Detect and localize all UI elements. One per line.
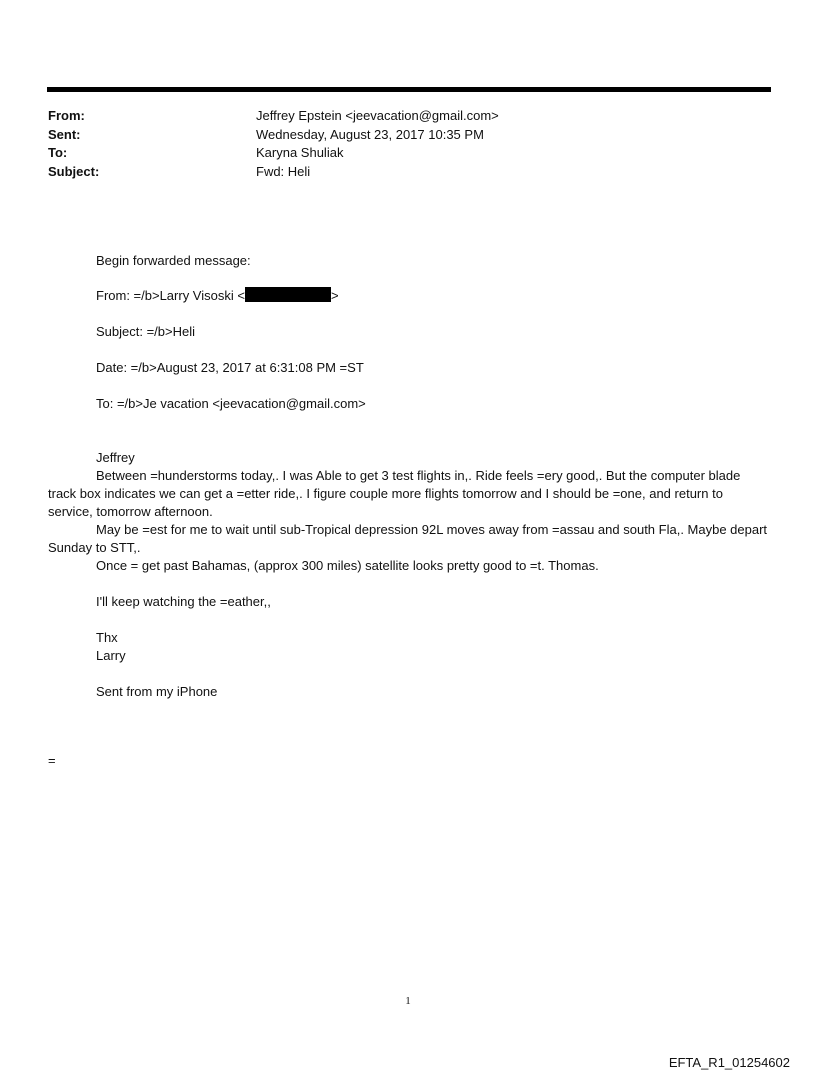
email-header <box>48 107 499 181</box>
header-sent-row <box>48 126 499 145</box>
forward-date: Date: =/b>August 23, 2017 at 6:31:08 PM =ST <box>96 360 364 375</box>
forward-subject: Subject: =/b>Heli <box>96 324 196 339</box>
document-id: EFTA_R1_01254602 <box>668 1055 790 1070</box>
spacer <box>48 575 770 593</box>
spacer <box>48 611 770 629</box>
page-number: 1 <box>405 995 411 1007</box>
paragraph-2: May be =est for me to wait until sub-Tropical depression 92L moves away from =assau and south Fla,. Maybe depart Sunday to STT,. <box>48 522 768 555</box>
forward-to: To: =/b>Je vacation <jeevacation@gmail.com> <box>96 396 366 411</box>
paragraph-1: Between =hunderstorms today,. I was Able to get 3 test flights in,. Ride feels =ery good,. But the computer blade track box indicates we can get a =etter ride,. I figure couple more flights tomorrow and I should be =one, and return to service, tomorrow afternoon. <box>48 468 741 519</box>
to-value: Karyna Shuliak <box>256 145 344 160</box>
signoff-name: Larry <box>96 648 126 663</box>
sent-label: Sent: <box>48 126 81 142</box>
spacer <box>48 665 770 683</box>
header-from-row <box>48 107 499 126</box>
forwarded-header <box>96 252 366 431</box>
header-to-row <box>48 144 499 163</box>
from-label: From: <box>48 108 85 123</box>
redaction-box <box>245 287 331 302</box>
header-rule <box>47 87 771 92</box>
forward-from-prefix: From: =/b>Larry Visoski < <box>96 288 245 303</box>
sent-value: Wednesday, August 23, 2017 10:35 PM <box>256 126 484 142</box>
greeting: Jeffrey <box>96 450 135 465</box>
to-label: To: <box>48 145 68 160</box>
signoff-thx: Thx <box>96 630 118 645</box>
header-subject-row <box>48 163 499 182</box>
paragraph-4: I'll keep watching the =eather,, <box>96 594 271 609</box>
subject-value: Fwd: Heli <box>256 163 311 179</box>
paragraph-3: Once = get past Bahamas, (approx 300 miles) satellite looks pretty good to =t. Thomas. <box>96 558 599 573</box>
forward-from <box>96 287 366 305</box>
forward-intro: Begin forwarded message: <box>96 253 251 268</box>
message-body <box>48 449 770 701</box>
from-value: Jeffrey Epstein <jeevacation@gmail.com> <box>256 108 499 123</box>
subject-label: Subject: <box>48 163 100 179</box>
signature: Sent from my iPhone <box>96 684 218 699</box>
forward-from-suffix: > <box>330 288 339 303</box>
trailing-equals: = <box>48 753 56 768</box>
